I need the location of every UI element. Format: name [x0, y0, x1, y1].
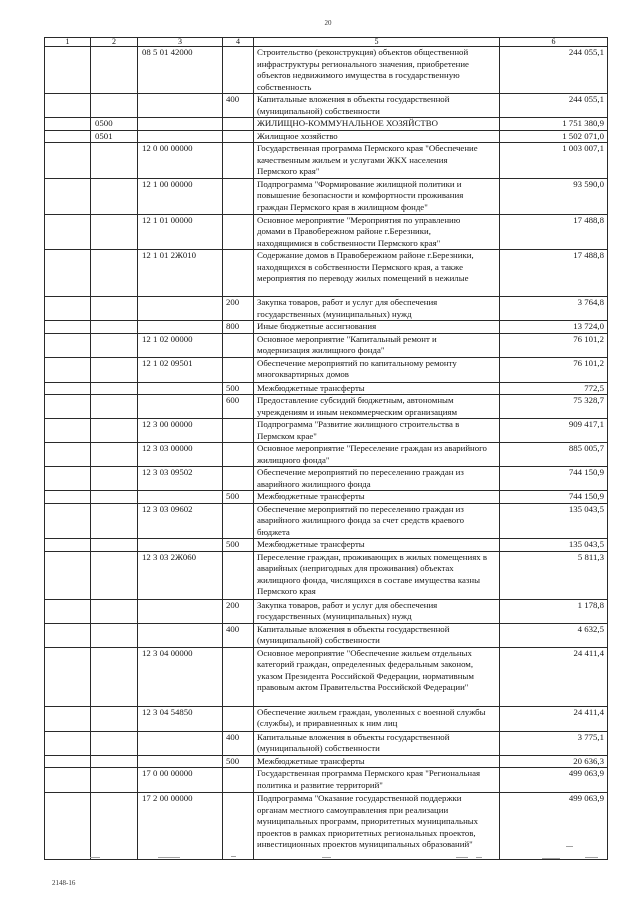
expense-type-cell — [223, 503, 254, 539]
table-row — [45, 214, 608, 250]
expense-type-cell: 200 — [223, 297, 254, 321]
col-1-cell — [45, 467, 91, 491]
amount-cell: 3 775,1 — [500, 731, 608, 755]
table-row — [45, 768, 608, 793]
column-header-1: 1 — [45, 38, 91, 47]
table-row — [45, 539, 608, 552]
col-1-cell — [45, 599, 91, 623]
target-code-cell — [138, 539, 223, 552]
expense-type-cell — [223, 143, 254, 179]
amount-cell: 4 632,5 — [500, 623, 608, 647]
col-1-cell — [45, 321, 91, 334]
table-body — [45, 47, 608, 860]
target-code-cell — [138, 623, 223, 647]
amount-cell: 1 502 071,0 — [500, 130, 608, 143]
amount-cell: 13 724,0 — [500, 321, 608, 334]
section-code-cell — [91, 333, 138, 357]
amount-cell: 499 063,9 — [500, 793, 608, 860]
section-code-cell — [91, 755, 138, 768]
section-code-cell — [91, 395, 138, 419]
col-1-cell — [45, 491, 91, 504]
table-row — [45, 755, 608, 768]
item-name-cell: Капитальные вложения в объекты государственной (муниципальной) собственности — [254, 94, 500, 118]
expense-type-cell — [223, 793, 254, 860]
section-code-cell — [91, 731, 138, 755]
table-row — [45, 395, 608, 419]
expense-type-cell: 500 — [223, 382, 254, 395]
item-name-cell: Закупка товаров, работ и услуг для обеспечения государственных (муниципальных) нужд — [254, 297, 500, 321]
expense-type-cell — [223, 551, 254, 599]
col-1-cell — [45, 130, 91, 143]
col-1-cell — [45, 333, 91, 357]
col-1-cell — [45, 382, 91, 395]
section-code-cell — [91, 768, 138, 793]
scan-artifact — [456, 857, 468, 858]
col-1-cell — [45, 395, 91, 419]
amount-cell: 24 411,4 — [500, 647, 608, 706]
target-code-cell: 12 3 03 2Ж060 — [138, 551, 223, 599]
col-1-cell — [45, 503, 91, 539]
target-code-cell — [138, 731, 223, 755]
section-code-cell — [91, 419, 138, 443]
amount-cell: 744 150,9 — [500, 467, 608, 491]
col-1-cell — [45, 178, 91, 214]
scan-artifact — [90, 857, 100, 858]
item-name-cell: Предоставление субсидий бюджетным, автономным учреждениям и иным некоммерческим организациям — [254, 395, 500, 419]
table-row — [45, 443, 608, 467]
section-code-cell — [91, 647, 138, 706]
expense-type-cell — [223, 443, 254, 467]
target-code-cell — [138, 94, 223, 118]
table-row — [45, 130, 608, 143]
amount-cell: 744 150,9 — [500, 491, 608, 504]
target-code-cell: 12 1 00 00000 — [138, 178, 223, 214]
table-row — [45, 467, 608, 491]
amount-cell: 1 178,8 — [500, 599, 608, 623]
item-name-cell: Обеспечение жильем граждан, уволенных с военной службы (службы), и приравненных к ним лиц — [254, 706, 500, 731]
col-1-cell — [45, 793, 91, 860]
section-code-cell — [91, 491, 138, 504]
target-code-cell: 12 3 04 54850 — [138, 706, 223, 731]
col-1-cell — [45, 443, 91, 467]
item-name-cell: Основное мероприятие "Обеспечение жильем отдельных категорий граждан, определенных федеральным законом, указом Президента Российской Федерации, нормативным правовым актом Правительства Российской Федерации" — [254, 647, 500, 706]
item-name-cell: Основное мероприятие "Мероприятия по управлению домами в Правобережном районе г.Березники, находящимися в собственности Пермского края" — [254, 214, 500, 250]
amount-cell: 1 003 007,1 — [500, 143, 608, 179]
target-code-cell — [138, 321, 223, 334]
target-code-cell: 12 3 04 00000 — [138, 647, 223, 706]
item-name-cell: Основное мероприятие "Капитальный ремонт и модернизация жилищного фонда" — [254, 333, 500, 357]
item-name-cell: Капитальные вложения в объекты государственной (муниципальной) собственности — [254, 731, 500, 755]
table-row — [45, 647, 608, 706]
table-row — [45, 321, 608, 334]
item-name-cell: Иные бюджетные ассигнования — [254, 321, 500, 334]
target-code-cell — [138, 395, 223, 419]
item-name-cell: Закупка товаров, работ и услуг для обеспечения государственных (муниципальных) нужд — [254, 599, 500, 623]
expense-type-cell: 500 — [223, 539, 254, 552]
item-name-cell: Подпрограмма "Формирование жилищной политики и повышение безопасности и комфортности проживания граждан Пермского края в жилищном фонде" — [254, 178, 500, 214]
col-1-cell — [45, 623, 91, 647]
target-code-cell: 12 1 01 00000 — [138, 214, 223, 250]
item-name-cell: Подпрограмма "Оказание государственной поддержки органам местного самоуправления при реализации муниципальных программ, приоритетных муниципальных проектов в рамках приоритетных региональных проектов, инвестиционных проектов муниципальных образований" — [254, 793, 500, 860]
expense-type-cell — [223, 250, 254, 297]
col-1-cell — [45, 143, 91, 179]
section-code-cell: 0500 — [91, 118, 138, 131]
item-name-cell: ЖИЛИЩНО-КОММУНАЛЬНОЕ ХОЗЯЙСТВО — [254, 118, 500, 131]
section-code-cell — [91, 47, 138, 94]
table-row — [45, 250, 608, 297]
section-code-cell — [91, 321, 138, 334]
amount-cell: 24 411,4 — [500, 706, 608, 731]
amount-cell: 93 590,0 — [500, 178, 608, 214]
col-1-cell — [45, 768, 91, 793]
table-row — [45, 382, 608, 395]
table-row — [45, 333, 608, 357]
item-name-cell: Строительство (реконструкция) объектов общественной инфраструктуры регионального значения, приобретение объектов недвижимого имущества в государственную собственность — [254, 47, 500, 94]
column-header-6: 6 — [500, 38, 608, 47]
section-code-cell — [91, 503, 138, 539]
col-1-cell — [45, 250, 91, 297]
amount-cell: 5 811,3 — [500, 551, 608, 599]
table-row — [45, 599, 608, 623]
col-1-cell — [45, 297, 91, 321]
expense-type-cell — [223, 706, 254, 731]
col-1-cell — [45, 647, 91, 706]
table-row — [45, 178, 608, 214]
section-code-cell — [91, 94, 138, 118]
item-name-cell: Обеспечение мероприятий по переселению граждан из аварийного жилищного фонда за счет средств краевого бюджета — [254, 503, 500, 539]
amount-cell: 76 101,2 — [500, 357, 608, 382]
amount-cell: 885 005,7 — [500, 443, 608, 467]
item-name-cell: Межбюджетные трансферты — [254, 382, 500, 395]
item-name-cell: Основное мероприятие "Переселение граждан из аварийного жилищного фонда" — [254, 443, 500, 467]
expense-type-cell — [223, 214, 254, 250]
target-code-cell — [138, 491, 223, 504]
amount-cell: 1 751 380,9 — [500, 118, 608, 131]
amount-cell: 499 063,9 — [500, 768, 608, 793]
item-name-cell: Межбюджетные трансферты — [254, 491, 500, 504]
scan-artifact — [158, 857, 180, 858]
amount-cell: 76 101,2 — [500, 333, 608, 357]
item-name-cell: Государственная программа Пермского края "Обеспечение качественным жильем и услугами ЖКХ населения Пермского края" — [254, 143, 500, 179]
budget-table — [44, 37, 608, 860]
amount-cell: 3 764,8 — [500, 297, 608, 321]
target-code-cell — [138, 118, 223, 131]
target-code-cell — [138, 382, 223, 395]
section-code-cell — [91, 357, 138, 382]
section-code-cell — [91, 250, 138, 297]
scan-artifact — [231, 856, 236, 857]
target-code-cell — [138, 297, 223, 321]
document-code: 2148-16 — [52, 879, 76, 887]
scan-artifact — [585, 857, 598, 858]
table-row — [45, 47, 608, 94]
amount-cell: 244 055,1 — [500, 47, 608, 94]
amount-cell: 75 328,7 — [500, 395, 608, 419]
section-code-cell — [91, 382, 138, 395]
section-code-cell — [91, 143, 138, 179]
section-code-cell — [91, 551, 138, 599]
item-name-cell: Межбюджетные трансферты — [254, 755, 500, 768]
expense-type-cell: 400 — [223, 94, 254, 118]
scan-artifact — [476, 857, 482, 858]
col-1-cell — [45, 551, 91, 599]
table-row — [45, 731, 608, 755]
expense-type-cell: 500 — [223, 755, 254, 768]
section-code-cell — [91, 793, 138, 860]
column-header-4: 4 — [223, 38, 254, 47]
expense-type-cell — [223, 419, 254, 443]
table-row — [45, 143, 608, 179]
amount-cell: 909 417,1 — [500, 419, 608, 443]
table-row — [45, 94, 608, 118]
col-1-cell — [45, 357, 91, 382]
section-code-cell — [91, 443, 138, 467]
amount-cell: 17 488,8 — [500, 214, 608, 250]
table-row — [45, 793, 608, 860]
amount-cell: 244 055,1 — [500, 94, 608, 118]
col-1-cell — [45, 539, 91, 552]
expense-type-cell — [223, 178, 254, 214]
col-1-cell — [45, 214, 91, 250]
target-code-cell: 12 0 00 00000 — [138, 143, 223, 179]
table-row — [45, 623, 608, 647]
item-name-cell: Содержание домов в Правобережном районе г.Березники, находящихся в собственности Пермского края, а также мероприятия по переводу жилых помещений в нежилые — [254, 250, 500, 297]
table-row — [45, 419, 608, 443]
section-code-cell — [91, 214, 138, 250]
item-name-cell: Государственная программа Пермского края "Региональная политика и развитие территорий" — [254, 768, 500, 793]
expense-type-cell — [223, 647, 254, 706]
scan-artifact — [322, 857, 331, 858]
col-1-cell — [45, 94, 91, 118]
target-code-cell: 12 3 03 09502 — [138, 467, 223, 491]
column-header-3: 3 — [138, 38, 223, 47]
expense-type-cell: 500 — [223, 491, 254, 504]
amount-cell: 772,5 — [500, 382, 608, 395]
expense-type-cell — [223, 768, 254, 793]
table-row — [45, 706, 608, 731]
item-name-cell: Капитальные вложения в объекты государственной (муниципальной) собственности — [254, 623, 500, 647]
section-code-cell: 0501 — [91, 130, 138, 143]
section-code-cell — [91, 599, 138, 623]
item-name-cell: Подпрограмма "Развитие жилищного строительства в Пермском крае" — [254, 419, 500, 443]
page-number: 20 — [324, 19, 332, 27]
amount-cell: 20 636,3 — [500, 755, 608, 768]
scan-artifact — [542, 858, 560, 859]
item-name-cell: Жилищное хозяйство — [254, 130, 500, 143]
expense-type-cell — [223, 333, 254, 357]
col-1-cell — [45, 706, 91, 731]
amount-cell: 135 043,5 — [500, 503, 608, 539]
item-name-cell: Обеспечение мероприятий по капитальному ремонту многоквартирных домов — [254, 357, 500, 382]
section-code-cell — [91, 467, 138, 491]
expense-type-cell — [223, 118, 254, 131]
col-1-cell — [45, 419, 91, 443]
table-row — [45, 118, 608, 131]
target-code-cell: 17 2 00 00000 — [138, 793, 223, 860]
item-name-cell: Переселение граждан, проживающих в жилых помещениях в аварийных (непригодных для проживания) объектах жилищного фонда, числящихся в составе имущества казны Пермского края — [254, 551, 500, 599]
column-header-5: 5 — [254, 38, 500, 47]
target-code-cell: 08 5 01 42000 — [138, 47, 223, 94]
section-code-cell — [91, 539, 138, 552]
expense-type-cell: 400 — [223, 731, 254, 755]
col-1-cell — [45, 118, 91, 131]
expense-type-cell: 800 — [223, 321, 254, 334]
table-header-row — [45, 38, 608, 47]
target-code-cell: 12 1 01 2Ж010 — [138, 250, 223, 297]
section-code-cell — [91, 178, 138, 214]
target-code-cell: 17 0 00 00000 — [138, 768, 223, 793]
target-code-cell: 12 1 02 00000 — [138, 333, 223, 357]
col-1-cell — [45, 47, 91, 94]
target-code-cell: 12 1 02 09501 — [138, 357, 223, 382]
expense-type-cell: 400 — [223, 623, 254, 647]
expense-type-cell: 200 — [223, 599, 254, 623]
target-code-cell — [138, 599, 223, 623]
expense-type-cell — [223, 47, 254, 94]
table-row — [45, 297, 608, 321]
column-header-2: 2 — [91, 38, 138, 47]
section-code-cell — [91, 706, 138, 731]
col-1-cell — [45, 731, 91, 755]
table-row — [45, 491, 608, 504]
item-name-cell: Обеспечение мероприятий по переселению граждан из аварийного жилищного фонда — [254, 467, 500, 491]
target-code-cell: 12 3 03 00000 — [138, 443, 223, 467]
section-code-cell — [91, 623, 138, 647]
target-code-cell: 12 3 03 09602 — [138, 503, 223, 539]
target-code-cell — [138, 755, 223, 768]
amount-cell: 135 043,5 — [500, 539, 608, 552]
expense-type-cell — [223, 467, 254, 491]
expense-type-cell: 600 — [223, 395, 254, 419]
table-row — [45, 503, 608, 539]
section-code-cell — [91, 297, 138, 321]
item-name-cell: Межбюджетные трансферты — [254, 539, 500, 552]
table-row — [45, 357, 608, 382]
expense-type-cell — [223, 130, 254, 143]
table-row — [45, 551, 608, 599]
amount-cell: 17 488,8 — [500, 250, 608, 297]
col-1-cell — [45, 755, 91, 768]
target-code-cell: 12 3 00 00000 — [138, 419, 223, 443]
scan-artifact — [566, 846, 573, 847]
target-code-cell — [138, 130, 223, 143]
expense-type-cell — [223, 357, 254, 382]
